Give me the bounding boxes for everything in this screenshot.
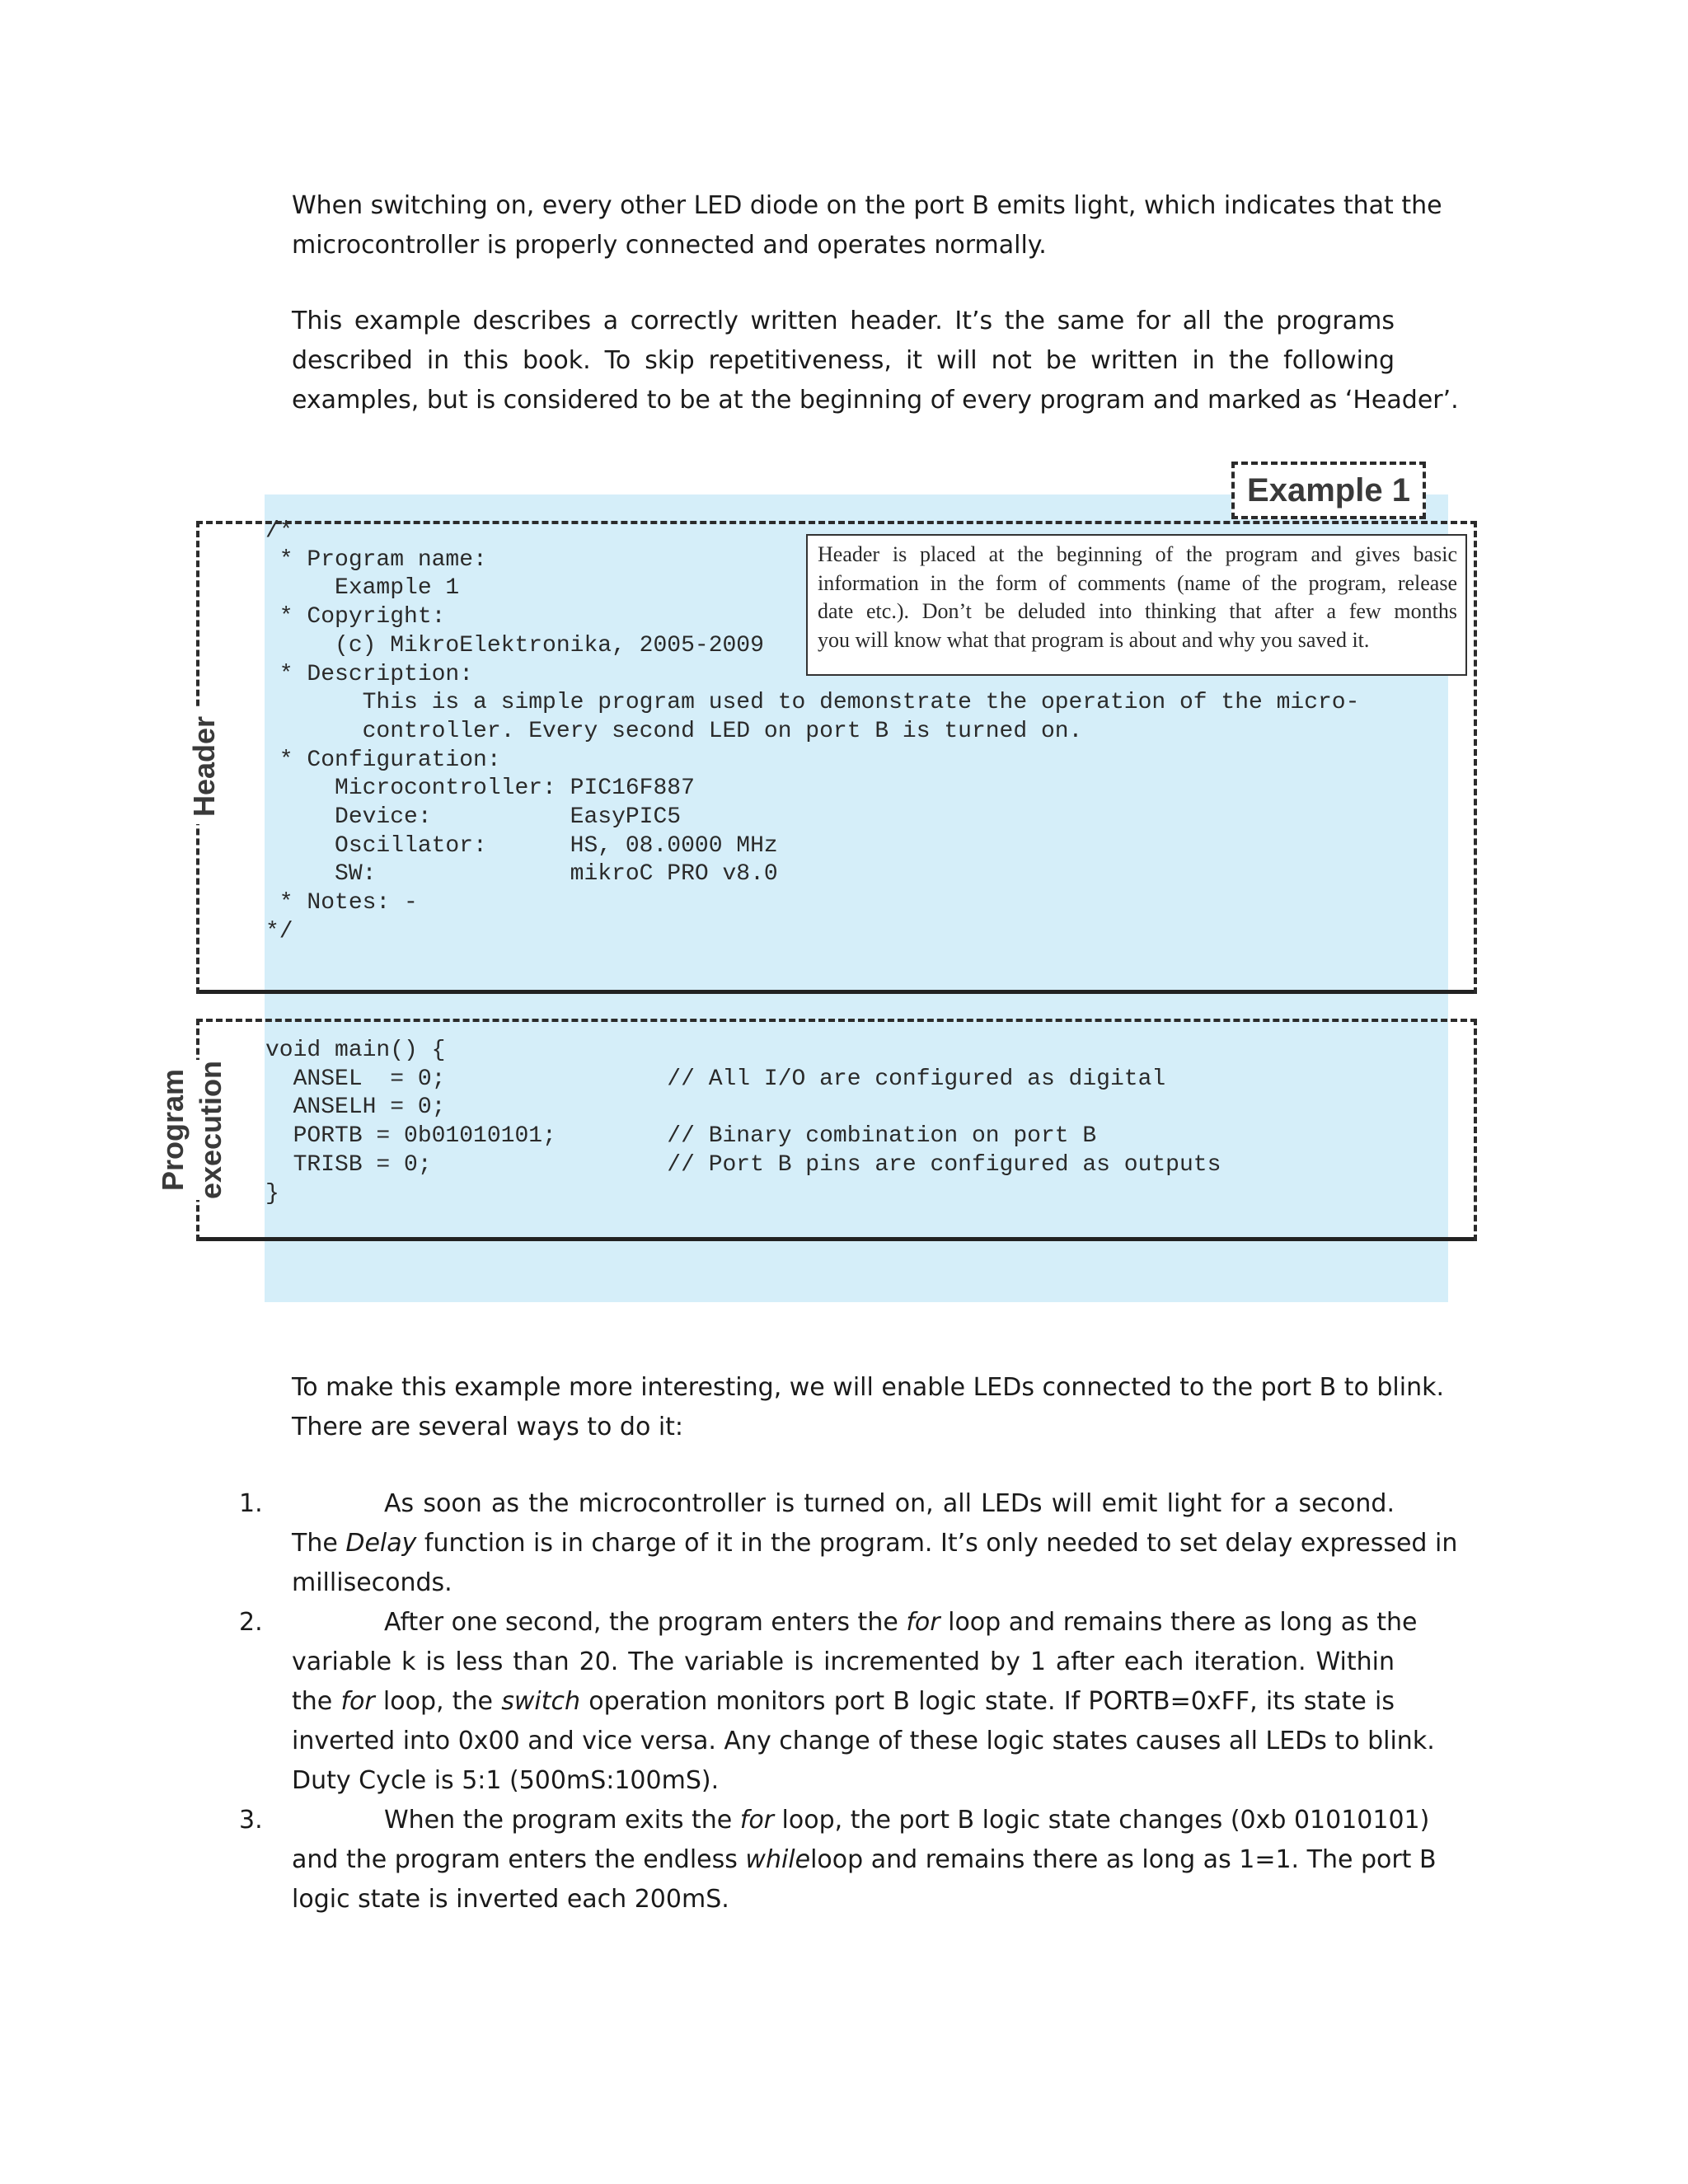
intro-paragraph-2: [292, 302, 1459, 420]
list-item-number: 1.: [239, 1489, 263, 1518]
emphasized-term: for: [340, 1687, 375, 1716]
note-line: you will know what that program is about and why you saved it.: [818, 627, 1370, 652]
list-item-line: and the program enters the endless whileloop and remains there as long as 1=1. The port B: [292, 1845, 1437, 1874]
header-comment-code: /* * Program name: Example 1 * Copyright: (c) MikroElektronika, 2005-2009 * Description: This is a simple program used to demonstrate the operation of the micro- controller. Every second LED on port B is turned on. * Configuration: Microcontroller: PIC16F887 Device: EasyPIC5 Oscillator: HS, 08.0000 MHz SW: mikroC PRO v8.0 * Notes: - */: [265, 518, 1360, 944]
emphasized-term: for: [906, 1608, 940, 1637]
list-item-line: the for loop, the switch operation monitors port B logic state. If PORTB=0xFF, its state is: [292, 1687, 1395, 1716]
main-program-code: void main() { ANSEL = 0; // All I/O are configured as digital ANSELH = 0; PORTB = 0b01010101; // Binary combination on port B TRISB = 0; // Port B pins are configured as outputs }: [265, 1038, 1221, 1207]
numbered-steps-list: [239, 1484, 1458, 1919]
list-item-line: milliseconds.: [292, 1568, 452, 1597]
list-item: [239, 1603, 1435, 1801]
text-line: examples, but is considered to be at the beginning of every program and marked as ‘Header’.: [292, 386, 1459, 415]
text-line: There are several ways to do it:: [292, 1413, 684, 1441]
frame-bottom-rule: [199, 1237, 1474, 1241]
intro-paragraph-1: [292, 186, 1442, 265]
blink-intro-paragraph: [292, 1368, 1445, 1447]
list-item-line: logic state is inverted each 200mS.: [292, 1885, 729, 1914]
text-line: described in this book. To skip repetitiveness, it will not be written in the following: [292, 346, 1395, 375]
program-label-line2: execution: [194, 1060, 227, 1200]
header-side-label: Header: [186, 709, 223, 824]
list-item-line: As soon as the microcontroller is turned on, all LEDs will emit light for a second.: [384, 1489, 1395, 1518]
frame-bottom-rule: [199, 990, 1474, 994]
example-tag: Example 1: [1231, 462, 1426, 519]
program-label-line1: Program: [156, 1068, 190, 1192]
note-line: date etc.). Don’t be deluded into thinking that after a few months: [818, 599, 1457, 623]
emphasized-term: switch: [501, 1687, 580, 1716]
text-line: To make this example more interesting, we will enable LEDs connected to the port B to blink.: [292, 1373, 1445, 1402]
list-item-number: 2.: [239, 1608, 263, 1637]
emphasized-term: Delay: [345, 1529, 417, 1558]
list-item: [239, 1484, 1458, 1603]
list-item-line: The Delay function is in charge of it in the program. It’s only needed to set delay expressed in: [292, 1529, 1458, 1558]
text-line: This example describes a correctly written header. It’s the same for all the programs: [292, 307, 1395, 335]
text-line: When switching on, every other LED diode on the port B emits light, which indicates that the: [292, 191, 1442, 220]
text-line: microcontroller is properly connected and operates normally.: [292, 231, 1047, 260]
list-item: [239, 1801, 1437, 1919]
list-item-line: Duty Cycle is 5:1 (500mS:100mS).: [292, 1766, 720, 1795]
note-line: Header is placed at the beginning of the program and gives basic: [818, 542, 1457, 566]
emphasized-term: for: [739, 1806, 775, 1835]
program-execution-side-label: [154, 1060, 230, 1200]
emphasized-term: while: [745, 1845, 811, 1874]
note-line: information in the form of comments (name of the program, release: [818, 570, 1457, 595]
list-item-number: 3.: [239, 1806, 263, 1835]
list-item-line: inverted into 0x00 and vice versa. Any change of these logic states causes all LEDs to blink.: [292, 1727, 1435, 1755]
header-note-box: [806, 534, 1467, 676]
list-item-line: When the program exits the for loop, the port B logic state changes (0xb 01010101): [384, 1806, 1430, 1835]
list-item-line: variable k is less than 20. The variable is incremented by 1 after each iteration. Within: [292, 1647, 1395, 1676]
list-item-line: After one second, the program enters the for loop and remains there as long as the: [384, 1608, 1418, 1637]
